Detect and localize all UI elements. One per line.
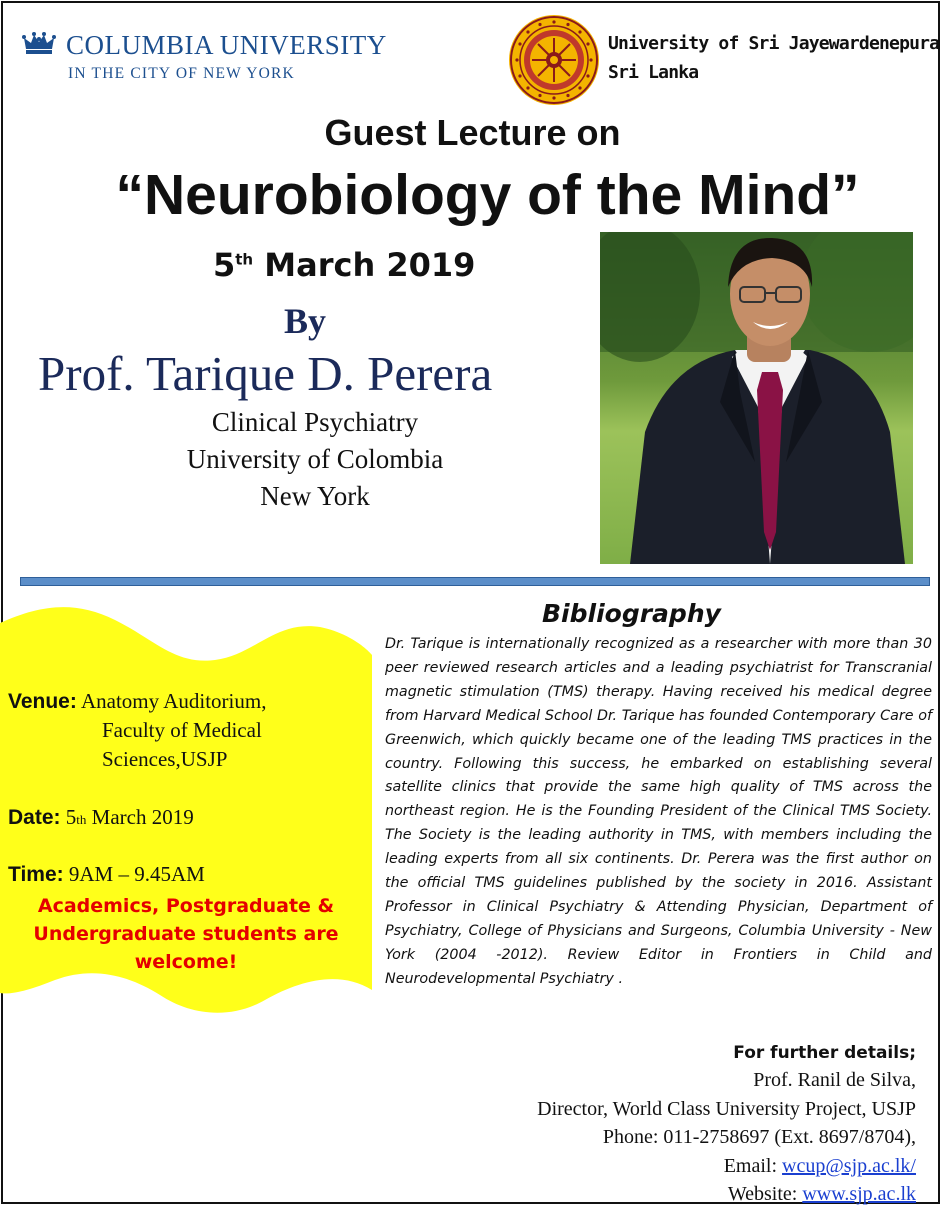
by-label: By bbox=[284, 301, 327, 341]
website-label: Website: bbox=[727, 1183, 803, 1205]
contact-website bbox=[728, 1183, 916, 1206]
welcome-line-2: Undergraduate students are bbox=[33, 923, 339, 945]
website-link[interactable]: www.sjp.ac.lk bbox=[802, 1183, 916, 1205]
bibliography-text: Dr. Tarique is internationally recognized as a researcher with more than 30 peer reviewed research articles and a leading psychiatrist for Transcranial magnetic stimulation (TMS) therapy. Having received his medical degree from Harvard Medical School Dr. Tarique has founded Contemporary Care of Greenwich, which quickly became one of the leading TMS practices in the country. Following this success, he embarked on establishing several satellite clinics that provide the same high quality of TMS across the northeast region. He is the Founding President of the Clinical TMS Society. The Society is the leading authority in TMS, with members including the leading experts from all six continents. Dr. Perera was the first author on the official TMS guidelines published by the society in 2016. Assistant Professor in Clinical Psychiatry & Attending Physician, Department of Psychiatry, College of Physicians and Surgeons, Columbia University - New York (2004 -2012). Review Editor in Frontiers in Child and Neurodevelopmental Psychiatry . bbox=[385, 636, 932, 987]
venue-line-2: Faculty of Medical bbox=[102, 718, 262, 742]
time-label: Time: bbox=[8, 863, 64, 886]
venue-label: Venue: bbox=[8, 690, 77, 713]
event-date-rest: March 2019 bbox=[86, 805, 194, 829]
time-value: 9AM – 9.45AM bbox=[68, 862, 205, 886]
venue-line-3: Sciences,USJP bbox=[102, 747, 228, 771]
contact-role: Director, World Class University Project, USJP bbox=[537, 1098, 916, 1120]
venue-line-1 bbox=[8, 689, 266, 714]
bibliography-heading: Bibliography bbox=[542, 599, 721, 628]
usj-name: University of Sri Jayewardenepura bbox=[608, 33, 940, 54]
speaker-photo bbox=[600, 232, 913, 564]
welcome-line-1: Academics, Postgraduate & bbox=[37, 895, 335, 917]
lecture-title: “Neurobiology of the Mind” bbox=[115, 163, 860, 227]
contact-name: Prof. Ranil de Silva, bbox=[753, 1069, 916, 1091]
guest-lecture-heading: Guest Lecture on bbox=[324, 112, 621, 153]
contact-heading: For further details; bbox=[733, 1043, 916, 1063]
speaker-name: Prof. Tarique D. Perera bbox=[38, 346, 493, 401]
usj-country: Sri Lanka bbox=[608, 62, 699, 83]
contact-phone: Phone: 011-2758697 (Ext. 8697/8704), bbox=[602, 1126, 916, 1148]
columbia-subtitle: IN THE CITY OF NEW YORK bbox=[68, 65, 295, 82]
email-label: Email: bbox=[723, 1155, 783, 1177]
event-date-day: 5 bbox=[65, 805, 77, 829]
lecture-date bbox=[213, 246, 475, 284]
affiliation-city: New York bbox=[260, 481, 370, 511]
lecture-date-rest: March 2019 bbox=[253, 246, 476, 284]
venue-value-1: Anatomy Auditorium, bbox=[80, 689, 267, 713]
welcome-line-3: welcome! bbox=[134, 951, 238, 973]
section-divider bbox=[20, 577, 930, 586]
lecture-date-suffix: th bbox=[235, 250, 254, 269]
lecture-date-day: 5 bbox=[213, 246, 236, 284]
date-label: Date: bbox=[8, 806, 61, 829]
event-date-line bbox=[8, 805, 194, 830]
affiliation-department: Clinical Psychiatry bbox=[211, 407, 419, 437]
university-seal-icon bbox=[508, 14, 600, 106]
affiliation-university: University of Colombia bbox=[186, 444, 444, 474]
email-link[interactable]: wcup@sjp.ac.lk/ bbox=[782, 1155, 916, 1177]
columbia-name: COLUMBIA UNIVERSITY bbox=[66, 30, 387, 60]
event-time-line bbox=[8, 862, 205, 887]
event-date-suffix: th bbox=[76, 812, 87, 827]
crown-icon bbox=[22, 32, 56, 58]
contact-email bbox=[724, 1155, 916, 1178]
